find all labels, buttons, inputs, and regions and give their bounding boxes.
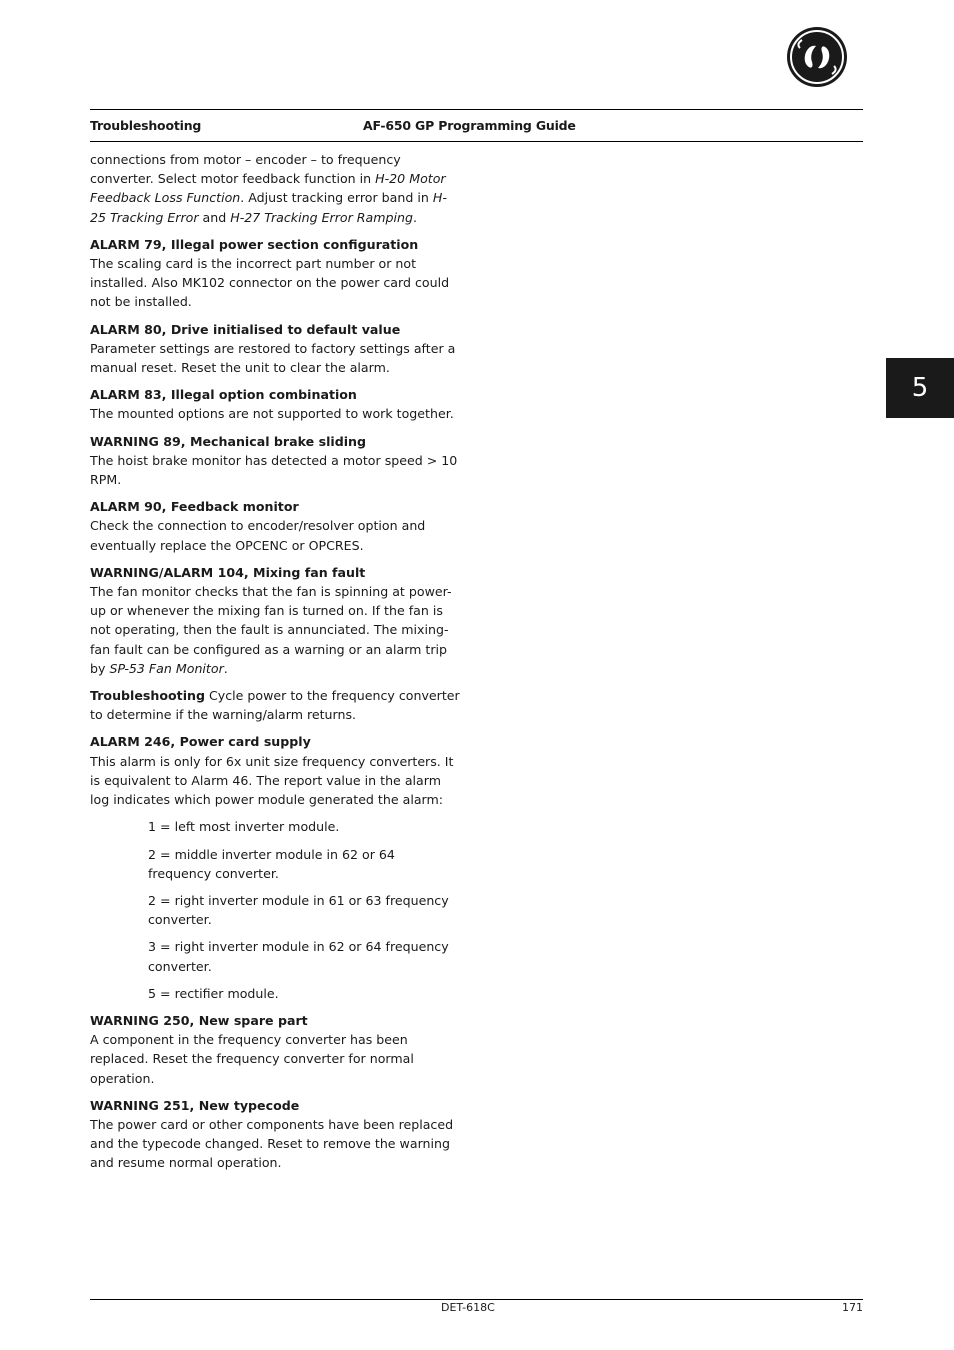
header-top-rule [90,109,863,110]
alarm-246-item: 5 = rectifier module. [148,985,279,1001]
warning-89-title: WARNING 89, Mechanical brake sliding [90,433,367,449]
alarm-246-item: 2 = middle inverter module in 62 or 64 frequency converter. [148,846,395,881]
alarm-83-title: ALARM 83, Illegal option combination [90,387,357,403]
header-section: Troubleshooting [90,118,202,133]
alarm-246: ALARM 246, Power card supply This alarm is only for 6x unit size frequency converters. It is equivalent to Alarm 46. The report value in the alarm log indicates which power module generated the alarm: [90,732,462,809]
warning-250-title: WARNING 250, New spare part [90,1012,308,1028]
alarm-246-item: 3 = right inverter module in 62 or 64 frequency converter. [148,939,449,974]
alarm-90-title: ALARM 90, Feedback monitor [90,499,299,515]
intro-paragraph: connections from motor – encoder – to frequency converter. Select motor feedback function in H-20 Motor Feedback Loss Function. Adjust tracking error band in H-25 Tracking Error and H-27 Tracking Error Ramping. [90,152,447,225]
warning-251: WARNING 251, New typecode The power card or other components have been replaced and the typecode changed. Reset to remove the warning and resume normal operation. [90,1096,462,1173]
warning-251-title: WARNING 251, New typecode [90,1097,300,1113]
warning-250: WARNING 250, New spare part A component in the frequency converter has been replaced. Reset the frequency converter for normal operation. [90,1011,462,1088]
alarm-246-title: ALARM 246, Power card supply [90,734,311,750]
alarm-246-item: 1 = left most inverter module. [148,819,340,835]
ge-logo [786,26,848,88]
alarm-83: ALARM 83, Illegal option combination The mounted options are not supported to work together. [90,385,462,423]
footer-rule [90,1299,863,1300]
warning-104: WARNING/ALARM 104, Mixing fan fault The fan monitor checks that the fan is spinning at power-up or whenever the mixing fan is turned on. If the fan is not operating, then the fault is annunciated. The mixing-fan fault can be configured as a warning or an alarm trip by SP-53 Fan Monitor. [90,563,462,678]
alarm-80: ALARM 80, Drive initialised to default value Parameter settings are restored to factory settings after a manual reset. Reset the unit to clear the alarm. [90,320,462,378]
alarm-246-item: 2 = right inverter module in 61 or 63 frequency converter. [148,892,449,928]
header-guide: AF-650 GP Programming Guide [363,118,576,133]
alarm-80-title: ALARM 80, Drive initialised to default value [90,321,401,337]
warning-89: WARNING 89, Mechanical brake sliding The hoist brake monitor has detected a motor speed > 10 RPM. [90,432,462,490]
footer-doc-id: DET-618C [441,1301,495,1314]
alarm-79: ALARM 79, Illegal power section configuration The scaling card is the incorrect part number or not installed. Also MK102 connector on the power card could not be installed. [90,235,462,312]
chapter-tab: 5 [886,358,954,418]
warning-104-title: WARNING/ALARM 104, Mixing fan fault [90,564,366,580]
content-column [90,150,462,1181]
troubleshooting-note: Troubleshooting Cycle power to the frequency converter to determine if the warning/alarm returns. [90,688,460,723]
alarm-79-title: ALARM 79, Illegal power section configuration [90,236,419,252]
alarm-90: ALARM 90, Feedback monitor Check the connection to encoder/resolver option and eventually replace the OPCENC or OPCRES. [90,497,462,555]
footer-page-number: 171 [842,1301,863,1314]
header-bottom-rule [90,141,863,142]
